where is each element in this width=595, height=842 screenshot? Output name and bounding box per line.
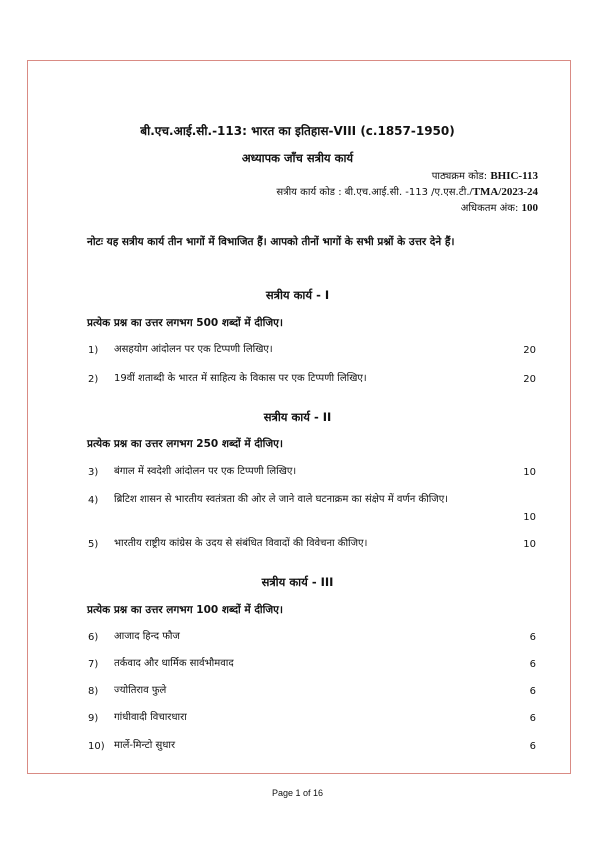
question-marks: 10 (523, 539, 536, 550)
question-marks: 6 (529, 713, 536, 724)
question-text: तर्कवाद और धार्मिक सार्वभौमवाद (114, 658, 234, 669)
question-marks: 6 (529, 741, 536, 752)
question-marks: 10 (523, 467, 536, 478)
question-number: 9) (88, 713, 99, 724)
note-text: नोटः यह सत्रीय कार्य तीन भागों में विभाजित हैं। आपको तीनों भागों के सभी प्रश्नों के उत्तर देने हैं। (87, 236, 455, 248)
question-marks: 6 (529, 686, 536, 697)
assignment-code-label: सत्रीय कार्य कोड : बी.एच.आई.सी. -113 /ए.एस.टी. (276, 187, 470, 198)
course-code-label: पाठ्यक्रम कोड: (431, 171, 488, 182)
assignment-code-line (276, 184, 538, 198)
question-number: 6) (88, 632, 99, 643)
question-marks: 10 (523, 512, 536, 523)
question-number: 3) (88, 467, 99, 478)
question-marks: 6 (529, 632, 536, 643)
question-text: 19वीं शताब्दी के भारत में साहित्य के विकास पर एक टिप्पणी लिखिए। (114, 373, 367, 384)
course-code-value: BHIC-113 (490, 170, 538, 182)
section-instruction: प्रत्येक प्रश्न का उत्तर लगभग 250 शब्दों में दीजिए। (87, 438, 283, 450)
question-text: भारतीय राष्ट्रीय कांग्रेस के उदय से संबंधित विवादों की विवेचना कीजिए। (114, 538, 368, 549)
question-number: 7) (88, 659, 99, 670)
section-heading: सत्रीय कार्य - I (265, 288, 330, 302)
question-number: 8) (88, 686, 99, 697)
question-text: गांधीवादी विचारधारा (114, 712, 187, 723)
section-heading: सत्रीय कार्य - II (263, 410, 332, 424)
question-marks: 6 (529, 659, 536, 670)
document-subtitle: अध्यापक जाँच सत्रीय कार्य (241, 151, 354, 165)
question-marks: 20 (523, 374, 536, 385)
question-text: मार्ले-मिन्टो सुधार (114, 740, 176, 751)
question-text: असहयोग आंदोलन पर एक टिप्पणी लिखिए। (114, 344, 273, 355)
question-text: ज्योतिराव फुले (114, 685, 167, 696)
assignment-code-value: /TMA/2023-24 (469, 186, 538, 198)
question-number: 2) (88, 374, 99, 385)
question-text: बंगाल में स्वदेशी आंदोलन पर एक टिप्पणी लिखिए। (114, 466, 297, 477)
document-title: बी.एच.आई.सी.-113: भारत का इतिहास-VIII (c.1857-1950) (140, 124, 455, 138)
question-text: ब्रिटिश शासन से भारतीय स्वतंत्रता की ओर ले जाने वाले घटनाक्रम का संक्षेप में वर्णन कीजिए। (114, 494, 449, 505)
question-marks: 20 (523, 345, 536, 356)
max-marks-line (461, 200, 538, 214)
section-heading: सत्रीय कार्य - III (261, 575, 334, 589)
question-number: 10) (88, 741, 105, 752)
section-instruction: प्रत्येक प्रश्न का उत्तर लगभग 100 शब्दों में दीजिए। (87, 604, 283, 616)
question-number: 1) (88, 345, 99, 356)
question-number: 5) (88, 539, 99, 550)
course-code-line (432, 168, 538, 182)
page-footer: Page 1 of 16 (271, 788, 324, 798)
max-marks-value: 100 (521, 202, 538, 214)
max-marks-label: अधिकतम अंक: (460, 203, 519, 214)
section-instruction: प्रत्येक प्रश्न का उत्तर लगभग 500 शब्दों में दीजिए। (87, 317, 283, 329)
question-number: 4) (88, 495, 99, 506)
question-text: आजाद हिन्द फौज (114, 631, 180, 642)
